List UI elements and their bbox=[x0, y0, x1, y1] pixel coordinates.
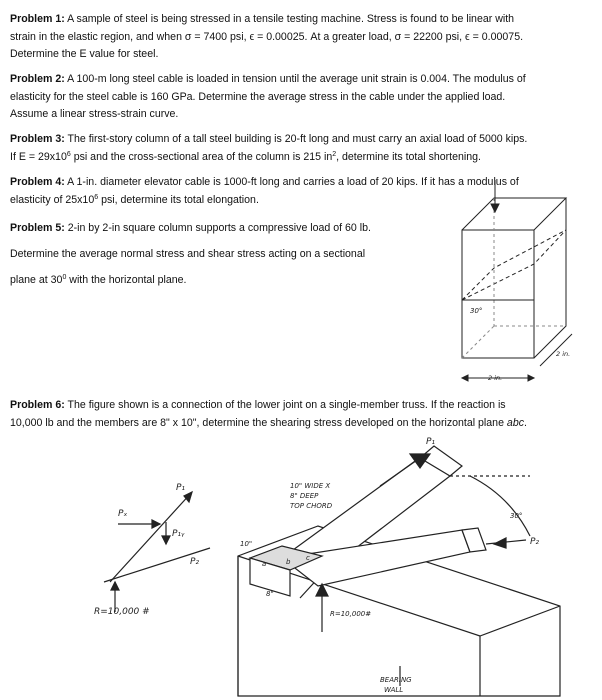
left-py-label: P₁ᵧ bbox=[172, 529, 185, 539]
dim-b-label: b bbox=[286, 558, 291, 566]
dim-10-label: 10" bbox=[240, 540, 253, 548]
problem-5-line2: Determine the average normal stress and shear stress acting on a sectional bbox=[10, 248, 366, 260]
problem-1-line2: strain in the elastic region, and when σ = 7400 psi, ϵ = 0.00025. At a greater load, σ = 22200 psi, ϵ = 0.00075. bbox=[10, 30, 524, 43]
problem-2-line1: A 100-m long steel cable is loaded in tension until the average unit strain is 0.004. The modulus of bbox=[64, 73, 526, 85]
left-p1-label: P₁ bbox=[176, 483, 186, 493]
problem-2 bbox=[10, 71, 526, 124]
problem-3-line2: If $E = 29x10^6$ psi and the cross-sectional area of the column is 215 $in^2$, determine its total shortening. bbox=[10, 150, 481, 163]
right-p1-label: P₁ bbox=[426, 437, 436, 447]
wall-line1: BEARING bbox=[380, 676, 412, 684]
problem-5-line3: plane at $30^0$ with the horizontal plane. bbox=[10, 274, 187, 286]
right-angle-label: 30° bbox=[510, 512, 523, 520]
problem-6-label: Problem 6: bbox=[10, 399, 65, 411]
problem-1-line1: A sample of steel is being stressed in a tensile testing machine. Stress is found to be linear with bbox=[64, 13, 515, 25]
dim-a-label: a bbox=[262, 560, 267, 568]
problem-6-line1: The figure shown is a connection of the lower joint on a single-member truss. If the reaction is bbox=[64, 399, 506, 411]
truss-figure bbox=[90, 436, 590, 696]
dim-c-label: c bbox=[306, 554, 310, 562]
dim-8-label: 8" bbox=[266, 590, 274, 598]
problem-4-line1: A 1-in. diameter elevator cable is 1000-ft long and carries a load of 20 kips. If it has a modulus of bbox=[64, 176, 519, 188]
column-bottom-label: 2 in. bbox=[488, 374, 503, 382]
column-figure bbox=[440, 180, 580, 390]
problem-2-line2: elasticity for the steel cable is 160 GPa. Determine the average stress in the cable under the applied load. bbox=[10, 90, 506, 103]
wall-line2: WALL bbox=[384, 686, 404, 694]
problem-5-line1: 2-in by 2-in square column supports a compressive load of 60 lb. bbox=[64, 222, 371, 234]
problem-2-line3: Assume a linear stress-strain curve. bbox=[10, 108, 179, 120]
problem-2-label: Problem 2: bbox=[10, 73, 65, 85]
left-reaction-label: R=10,000 # bbox=[94, 607, 150, 617]
problem-5 bbox=[10, 215, 371, 293]
left-px-label: Pₓ bbox=[118, 509, 128, 519]
note-line1: 10" WIDE X bbox=[290, 482, 331, 490]
column-angle-label: 30° bbox=[470, 307, 483, 315]
column-side-label: 2 in. bbox=[556, 350, 571, 358]
problem-1-line3: Determine the E value for steel. bbox=[10, 48, 159, 60]
problem-4-line2: elasticity of $25x10^6$ psi, determine its total elongation. bbox=[10, 193, 259, 206]
problem-3-label: Problem 3: bbox=[10, 133, 65, 145]
problem-1 bbox=[10, 11, 523, 64]
problem-1-label: Problem 1: bbox=[10, 13, 65, 25]
right-reaction-label: R=10,000# bbox=[330, 610, 372, 618]
problem-4-label: Problem 4: bbox=[10, 176, 65, 188]
problem-6 bbox=[10, 397, 527, 432]
left-p2-label: P₂ bbox=[190, 557, 200, 567]
note-line2: 8" DEEP bbox=[290, 492, 319, 500]
problem-3 bbox=[10, 131, 527, 166]
note-line3: TOP CHORD bbox=[290, 502, 333, 510]
problem-3-line1: The first-story column of a tall steel building is 20-ft long and must carry an axial load of 5000 kips. bbox=[64, 133, 528, 145]
problem-6-line2: 10,000 lb and the members are 8" x 10", determine the shearing stress developed on the horizontal plane abc. bbox=[10, 416, 527, 429]
right-p2-label: P₂ bbox=[530, 537, 540, 547]
problem-5-label: Problem 5: bbox=[10, 222, 65, 234]
